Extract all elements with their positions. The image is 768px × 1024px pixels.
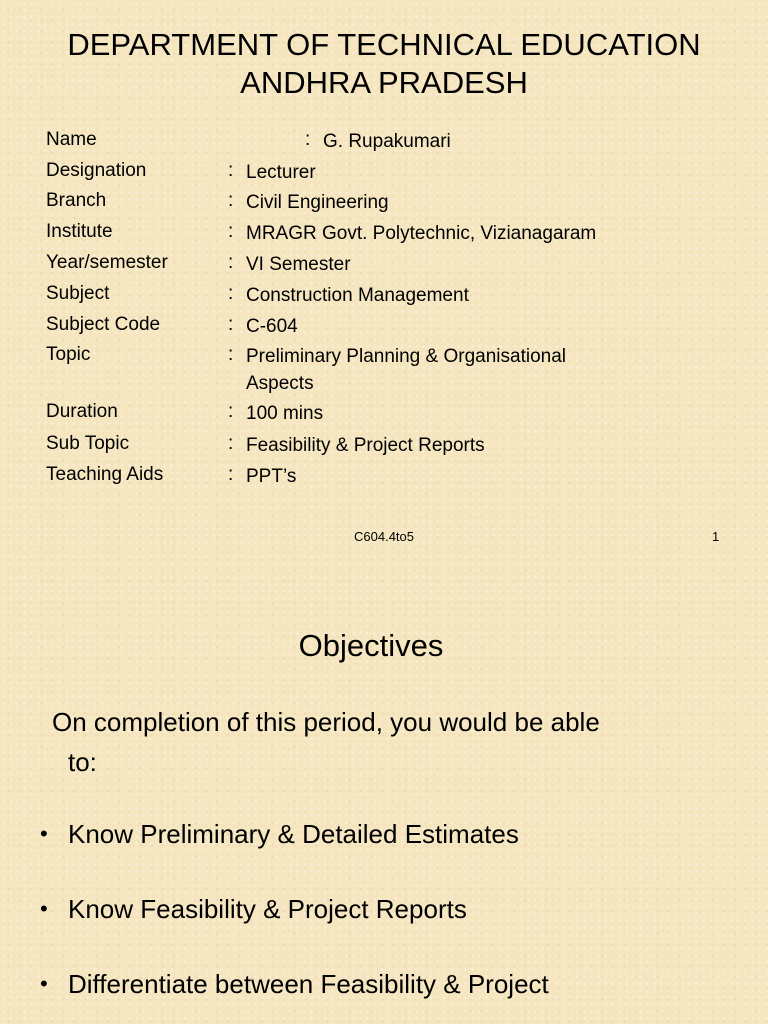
info-separator: : [228,433,234,454]
info-separator: : [228,401,234,422]
info-label: Designation [46,160,147,181]
info-label: Sub Topic [46,433,130,454]
bullet-icon: • [40,821,48,846]
intro-line-2: to: [68,747,97,777]
intro-line-1: On completion of this period, you would be able [52,707,600,737]
info-separator: : [228,283,234,304]
info-separator: : [228,314,234,335]
info-value: Feasibility & Project Reports [246,435,485,456]
info-value: Preliminary Planning & Organisational Aspects [246,346,566,394]
info-separator: : [228,464,234,485]
info-value: 100 mins [246,403,324,424]
bullet-text: Know Feasibility & Project Reports [68,894,467,924]
info-label: Branch [46,190,107,211]
footer-code: C604.4to5 [354,529,414,544]
info-separator: : [305,129,311,150]
info-separator: : [228,344,234,365]
info-separator: : [228,160,234,181]
bullet-icon: • [40,896,48,921]
info-label: Topic [46,344,91,365]
info-label: Subject [46,283,110,304]
title-line-1: DEPARTMENT OF TECHNICAL EDUCATION [67,27,701,62]
info-value: C-604 [246,316,298,337]
title-line-2: ANDHRA PRADESH [240,65,528,100]
info-separator: : [228,221,234,242]
info-value: Lecturer [246,162,316,183]
info-value: PPT’s [246,466,297,487]
slide-2 [0,576,768,1024]
info-label: Institute [46,221,113,242]
info-label: Name [46,129,97,150]
bullet-text: Differentiate between Feasibility & Project [68,969,549,999]
info-separator: : [228,252,234,273]
bullet-text: Know Preliminary & Detailed Estimates [68,819,519,849]
info-value: Civil Engineering [246,192,389,213]
info-value: VI Semester [246,254,351,275]
info-label: Subject Code [46,314,161,335]
info-label: Teaching Aids [46,464,164,485]
objectives-intro [52,702,712,782]
info-label: Duration [46,401,118,422]
info-label: Year/semester [46,252,168,273]
page-number: 1 [712,529,720,544]
info-value: Construction Management [246,285,469,306]
bullet-icon: • [40,971,48,996]
objectives-title: Objectives [298,628,444,663]
slide-title [0,26,768,102]
info-value: G. Rupakumari [323,131,451,152]
info-value: MRAGR Govt. Polytechnic, Vizianagaram [246,223,597,244]
info-separator: : [228,190,234,211]
